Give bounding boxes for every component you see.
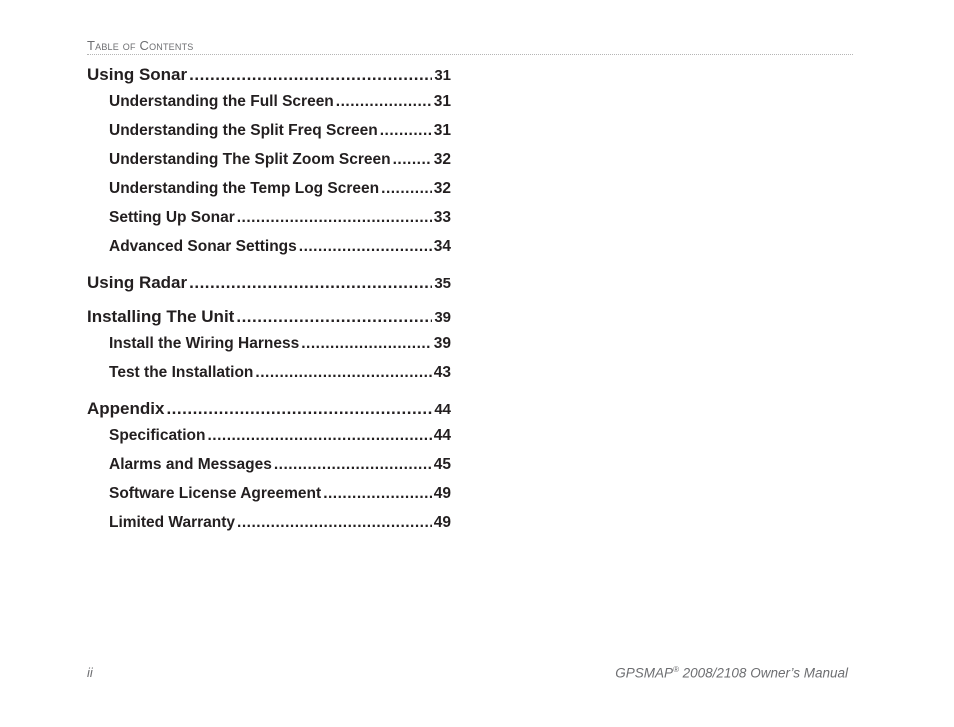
dot-leader xyxy=(299,232,432,261)
toc-section-entry[interactable] xyxy=(87,270,451,295)
footer-product: GPSMAP xyxy=(615,665,673,681)
toc-entry-title: Understanding the Split Freq Screen xyxy=(109,122,378,139)
toc-entry-page: 32 xyxy=(433,151,451,168)
dot-leader xyxy=(393,145,432,174)
dot-leader xyxy=(237,203,432,232)
toc-section-entry[interactable] xyxy=(87,304,451,329)
toc-entry-page: 44 xyxy=(434,401,451,418)
toc-subsection-entry[interactable] xyxy=(87,116,451,145)
toc-subsection-entry[interactable] xyxy=(87,232,451,261)
toc-entry-title: Understanding The Split Zoom Screen xyxy=(109,151,391,168)
dot-leader xyxy=(323,479,432,508)
toc-subsection-entry[interactable] xyxy=(87,145,451,174)
dot-leader xyxy=(166,396,432,421)
toc-subsection-entry[interactable] xyxy=(87,421,451,450)
toc-subsection-entry[interactable] xyxy=(87,203,451,232)
toc-entry-title: Setting Up Sonar xyxy=(109,209,235,226)
toc-entry-title: Test the Installation xyxy=(109,364,254,381)
page-header xyxy=(87,36,853,55)
toc-entry-title: Installing The Unit xyxy=(87,307,235,326)
table-of-contents xyxy=(87,62,451,537)
toc-section-entry[interactable] xyxy=(87,396,451,421)
dot-leader xyxy=(189,62,432,87)
toc-entry-title: Specification xyxy=(109,427,206,444)
toc-entry-page: 39 xyxy=(433,335,451,352)
toc-subsection-entry[interactable] xyxy=(87,174,451,203)
dot-leader xyxy=(274,450,432,479)
dot-leader xyxy=(255,358,431,387)
toc-entry-page: 49 xyxy=(433,514,451,531)
toc-entry-title: Appendix xyxy=(87,399,165,418)
toc-entry-page: 31 xyxy=(433,93,451,110)
toc-entry-page: 33 xyxy=(433,209,451,226)
toc-entry-title: Using Radar xyxy=(87,273,188,292)
toc-entry-page: 45 xyxy=(433,456,451,473)
toc-entry-page: 44 xyxy=(433,427,451,444)
toc-entry-title: Using Sonar xyxy=(87,65,188,84)
toc-entry-page: 35 xyxy=(434,275,451,292)
footer-manual-title xyxy=(615,665,848,681)
footer-page-number: ii xyxy=(87,665,93,680)
registered-mark: ® xyxy=(672,665,679,674)
toc-subsection-entry[interactable] xyxy=(87,508,451,537)
dot-leader xyxy=(236,304,432,329)
toc-entry-page: 39 xyxy=(434,309,451,326)
toc-entry-title: Software License Agreement xyxy=(109,485,322,502)
dot-leader xyxy=(189,270,432,295)
toc-entry-page: 31 xyxy=(433,122,451,139)
toc-entry-title: Advanced Sonar Settings xyxy=(109,238,297,255)
header-title: Table of Contents xyxy=(87,38,194,53)
toc-entry-title: Alarms and Messages xyxy=(109,456,272,473)
toc-entry-page: 34 xyxy=(433,238,451,255)
toc-entry-page: 32 xyxy=(433,180,451,197)
toc-subsection-entry[interactable] xyxy=(87,87,451,116)
toc-section-entry[interactable] xyxy=(87,62,451,87)
toc-subsection-entry[interactable] xyxy=(87,358,451,387)
dot-leader xyxy=(381,174,432,203)
dot-leader xyxy=(380,116,432,145)
toc-entry-page: 31 xyxy=(434,67,451,84)
toc-subsection-entry[interactable] xyxy=(87,329,451,358)
dot-leader xyxy=(237,508,432,537)
dot-leader xyxy=(301,329,432,358)
toc-entry-title: Understanding the Temp Log Screen xyxy=(109,180,380,197)
toc-entry-page: 43 xyxy=(433,364,451,381)
toc-entry-title: Install the Wiring Harness xyxy=(109,335,300,352)
dot-leader xyxy=(336,87,432,116)
toc-entry-title: Limited Warranty xyxy=(109,514,236,531)
footer-manual-name: 2008/2108 Owner’s Manual xyxy=(678,665,848,681)
toc-entry-title: Understanding the Full Screen xyxy=(109,93,334,110)
toc-subsection-entry[interactable] xyxy=(87,479,451,508)
toc-entry-page: 49 xyxy=(433,485,451,502)
dot-leader xyxy=(207,421,431,450)
toc-subsection-entry[interactable] xyxy=(87,450,451,479)
